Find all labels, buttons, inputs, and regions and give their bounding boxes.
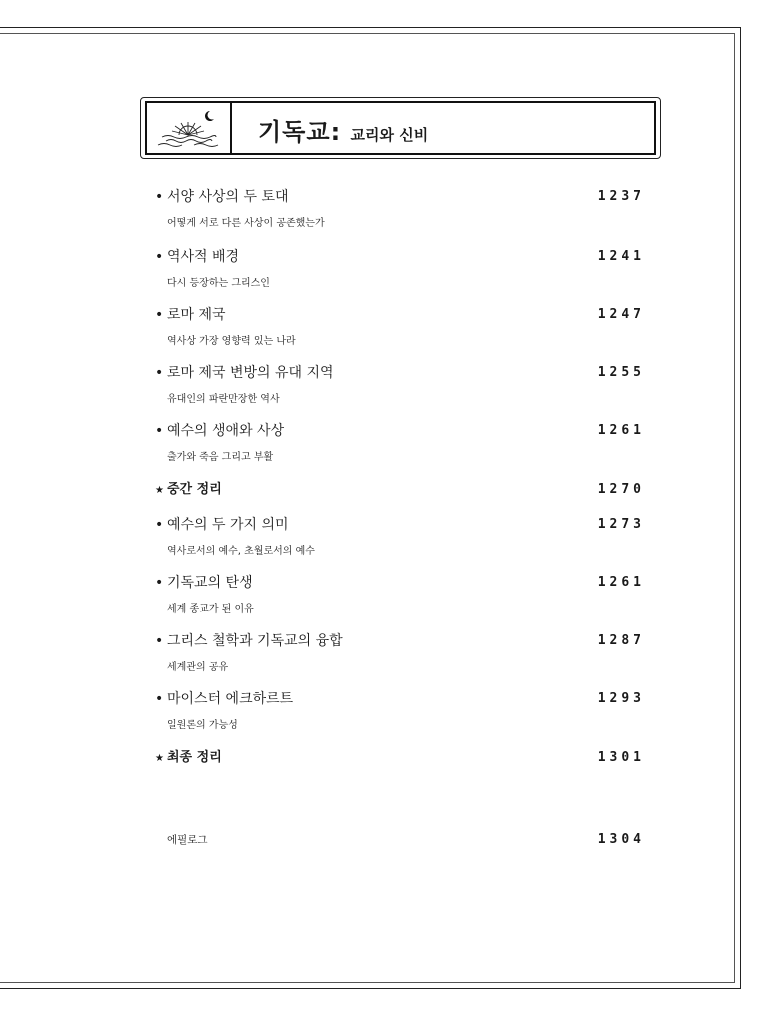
entry-title	[155, 188, 289, 206]
entry-title-text: 마이스터 에크하르트	[167, 691, 294, 707]
entry-subtitle: 유대인의 파란만장한 역사	[167, 394, 280, 405]
chapter-header	[140, 97, 661, 159]
star-icon: ★	[155, 753, 164, 764]
entry-page-number: 1273	[597, 517, 645, 532]
bullet-icon: •	[155, 249, 164, 265]
entry-title-text: 에필로그	[167, 834, 208, 846]
bullet-icon: •	[155, 633, 164, 649]
entry-subtitle: 일원론의 가능성	[167, 720, 238, 731]
entry-subtitle: 역사상 가장 영향력 있는 나라	[167, 336, 296, 347]
entry-page-number: 1287	[597, 633, 645, 648]
header-divider	[230, 101, 232, 155]
entry-title	[155, 690, 293, 708]
chapter-title	[258, 112, 428, 147]
entry-page-number: 1237	[597, 189, 645, 204]
bullet-icon: •	[155, 365, 164, 381]
entry-subtitle: 역사로서의 예수, 초월로서의 예수	[167, 546, 315, 557]
entry-subtitle: 다시 등장하는 그리스인	[167, 278, 270, 289]
entry-title	[155, 481, 222, 500]
bullet-icon: •	[155, 517, 164, 533]
chapter-title-colon: :	[330, 118, 351, 146]
bullet-icon: •	[155, 307, 164, 323]
toc-entry[interactable]	[155, 690, 645, 730]
entry-title-text: 예수의 두 가지 의미	[167, 517, 289, 533]
entry-title-text: 서양 사상의 두 토대	[167, 189, 289, 205]
entry-title-text: 로마 제국 변방의 유대 지역	[167, 365, 334, 381]
star-icon: ★	[155, 485, 164, 496]
entry-title-text: 기독교의 탄생	[167, 575, 253, 591]
entry-subtitle: 어떻게 서로 다른 사상이 공존했는가	[167, 218, 325, 229]
entry-page-number: 1241	[597, 249, 645, 264]
entry-title	[155, 364, 334, 382]
toc-entry[interactable]	[155, 248, 645, 288]
entry-title	[155, 422, 284, 440]
entry-title	[167, 831, 208, 849]
entry-title	[155, 632, 343, 650]
sunrise-icon	[152, 105, 224, 151]
entry-page-number: 1304	[597, 832, 645, 847]
bullet-icon: •	[155, 691, 164, 707]
entry-page-number: 1255	[597, 365, 645, 380]
entry-title-text: 중간 정리	[167, 482, 222, 497]
toc-entry[interactable]	[155, 516, 645, 556]
entry-page-number: 1270	[597, 482, 645, 497]
bullet-icon: •	[155, 189, 164, 205]
entry-subtitle: 세계관의 공유	[167, 662, 229, 673]
entry-title-text: 그리스 철학과 기독교의 융합	[167, 633, 343, 649]
entry-title-text: 최종 정리	[167, 750, 222, 765]
entry-title-text: 예수의 생애와 사상	[167, 423, 285, 439]
toc-entry-summary[interactable]	[155, 481, 645, 521]
toc-entry[interactable]	[155, 188, 645, 228]
toc-entry[interactable]	[155, 306, 645, 346]
entry-title-text: 역사적 배경	[167, 249, 240, 265]
entry-title	[155, 574, 253, 592]
toc-entry-summary[interactable]	[155, 749, 645, 789]
toc-entry[interactable]	[155, 632, 645, 672]
entry-title	[155, 248, 239, 266]
chapter-title-main: 기독교	[258, 118, 331, 146]
entry-title	[155, 516, 289, 534]
entry-page-number: 1261	[597, 423, 645, 438]
bullet-icon: •	[155, 423, 164, 439]
chapter-subtitle: 교리와 신비	[350, 126, 429, 144]
entry-page-number: 1293	[597, 691, 645, 706]
toc-entry-epilogue[interactable]	[155, 831, 645, 871]
entry-title	[155, 306, 226, 324]
entry-page-number: 1247	[597, 307, 645, 322]
entry-subtitle: 출가와 죽음 그리고 부활	[167, 452, 274, 463]
bullet-icon: •	[155, 575, 164, 591]
toc-entry[interactable]	[155, 422, 645, 462]
entry-page-number: 1301	[597, 750, 645, 765]
entry-subtitle: 세계 종교가 된 이유	[167, 604, 254, 615]
entry-page-number: 1261	[597, 575, 645, 590]
toc-entry[interactable]	[155, 364, 645, 404]
toc-entry[interactable]	[155, 574, 645, 614]
entry-title	[155, 749, 222, 768]
entry-title-text: 로마 제국	[167, 307, 226, 323]
